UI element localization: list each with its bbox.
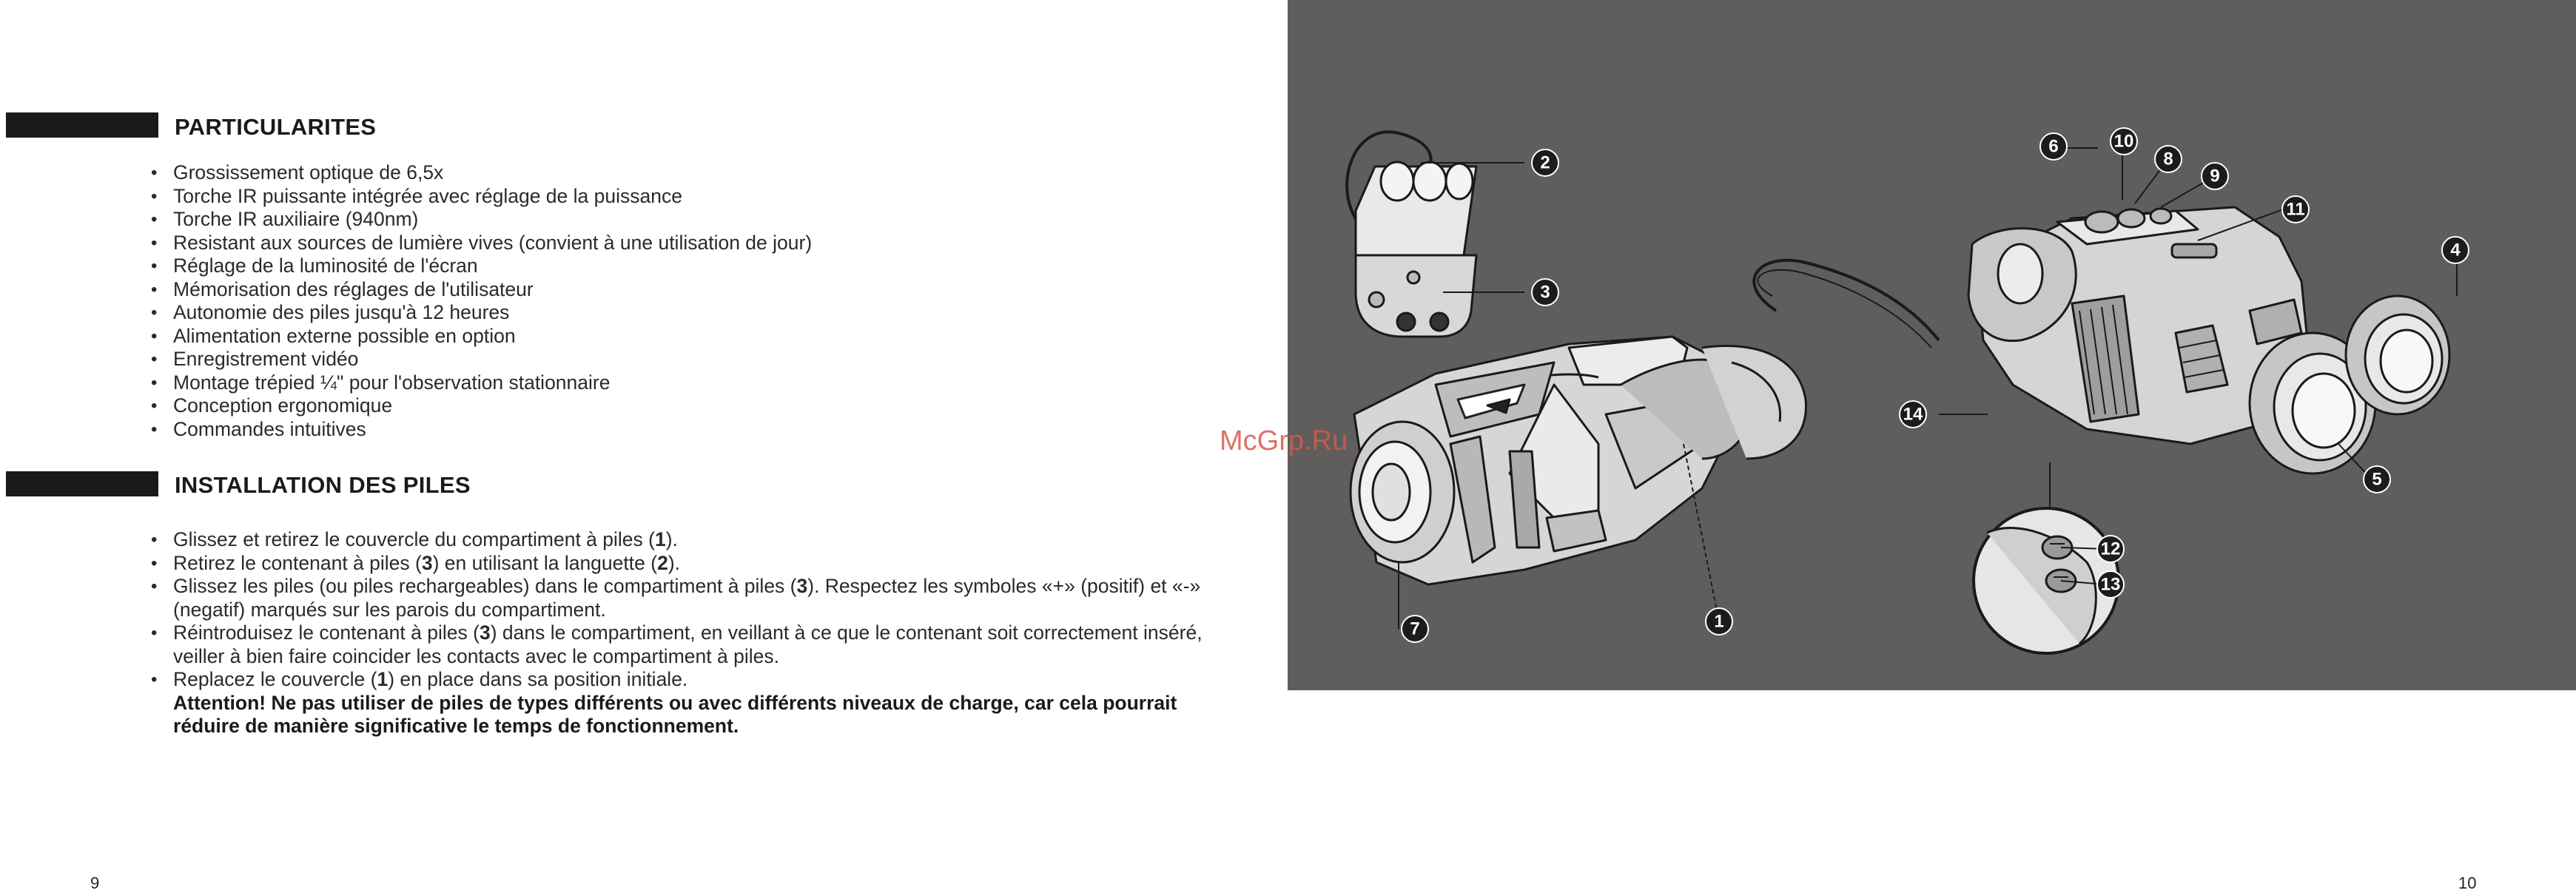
svg-text:3: 3 — [1540, 282, 1550, 303]
callout-6 — [2040, 133, 2067, 160]
section-title-installation: INSTALLATION DES PILES — [175, 472, 471, 498]
device-diagram — [1288, 0, 2576, 690]
callout-11 — [2282, 196, 2309, 223]
svg-text:9: 9 — [2210, 166, 2220, 186]
section-bar-installation — [6, 471, 158, 496]
warning-text: Attention! Ne pas utiliser de piles de types différents ou avec différents niveaux de charge, car cela pourrait réduire de manière significative le temps de fonctionnement. — [173, 691, 1177, 737]
binocular-illustration — [1288, 0, 2576, 690]
callout-12 — [2097, 536, 2124, 562]
feature-item: • Alimentation externe possible en option — [151, 324, 516, 347]
step-item: • Glissez les piles (ou piles rechargeables) dans le compartiment à piles (3). Respectez les symboles «+» (positif) et «-» (negatif) marqués sur les parois du compartiment. — [151, 575, 1201, 621]
svg-text:12: 12 — [2100, 539, 2121, 559]
svg-text:11: 11 — [2286, 199, 2305, 220]
feature-item: • Enregistrement vidéo — [151, 348, 359, 370]
svg-text:2: 2 — [1540, 152, 1550, 173]
right-page — [1288, 0, 2576, 890]
callout-13 — [2097, 571, 2124, 598]
callout-4 — [2442, 237, 2469, 263]
watermark: McGrp.Ru — [1220, 425, 1348, 456]
installation-steps — [151, 528, 1239, 738]
svg-text:6: 6 — [2048, 136, 2059, 157]
svg-text:4: 4 — [2450, 240, 2461, 260]
feature-item: • Torche IR auxiliaire (940nm) — [151, 208, 419, 230]
step-item: • Replacez le couvercle (1) en place dans sa position initiale. — [151, 668, 688, 690]
feature-item: • Conception ergonomique — [151, 394, 393, 417]
step-item: • Retirez le contenant à piles (3) en utilisant la languette (2). — [151, 551, 680, 574]
page-number-left: 9 — [90, 874, 100, 892]
callout-7 — [1402, 616, 1428, 642]
svg-text:8: 8 — [2163, 149, 2173, 169]
feature-item: • Montage trépied ¼" pour l'observation stationnaire — [151, 371, 611, 394]
feature-item: • Réglage de la luminosité de l'écran — [151, 255, 478, 277]
svg-text:10: 10 — [2113, 131, 2134, 152]
svg-text:1: 1 — [1714, 611, 1724, 632]
feature-item: • Autonomie des piles jusqu'à 12 heures — [151, 301, 510, 323]
feature-item: • Mémorisation des réglages de l'utilisateur — [151, 277, 534, 300]
callout-3 — [1532, 279, 1558, 306]
page-number-right: 10 — [2458, 874, 2477, 892]
svg-text:5: 5 — [2372, 469, 2382, 490]
svg-text:14: 14 — [1903, 404, 1923, 425]
features-list — [151, 161, 812, 441]
callout-10 — [2111, 128, 2137, 155]
section-title-particularites: PARTICULARITES — [175, 114, 377, 140]
feature-item: • Resistant aux sources de lumière vives (convient à une utilisation de jour) — [151, 231, 813, 254]
callout-14 — [1900, 401, 1926, 428]
callout-9 — [2202, 163, 2228, 189]
callout-8 — [2155, 146, 2182, 172]
feature-item: • Torche IR puissante intégrée avec réglage de la puissance — [151, 184, 682, 207]
feature-item: • Grossissement optique de 6,5x — [151, 161, 444, 183]
feature-item: • Commandes intuitives — [151, 417, 366, 440]
step-item: • Réintroduisez le contenant à piles (3) dans le compartiment, en veillant à ce que le contenant soit correctement inséré, veiller à bien faire coincider les contacts avec le compartiment à piles. — [151, 621, 1203, 667]
svg-text:13: 13 — [2100, 574, 2121, 595]
section-bar-particularites — [6, 112, 158, 138]
callout-1 — [1706, 608, 1732, 635]
svg-text:7: 7 — [1410, 619, 1420, 639]
step-item: • Glissez et retirez le couvercle du compartiment à piles (1). — [151, 528, 678, 550]
callout-2 — [1532, 149, 1558, 176]
left-page — [0, 0, 1288, 890]
callout-5 — [2364, 466, 2390, 493]
